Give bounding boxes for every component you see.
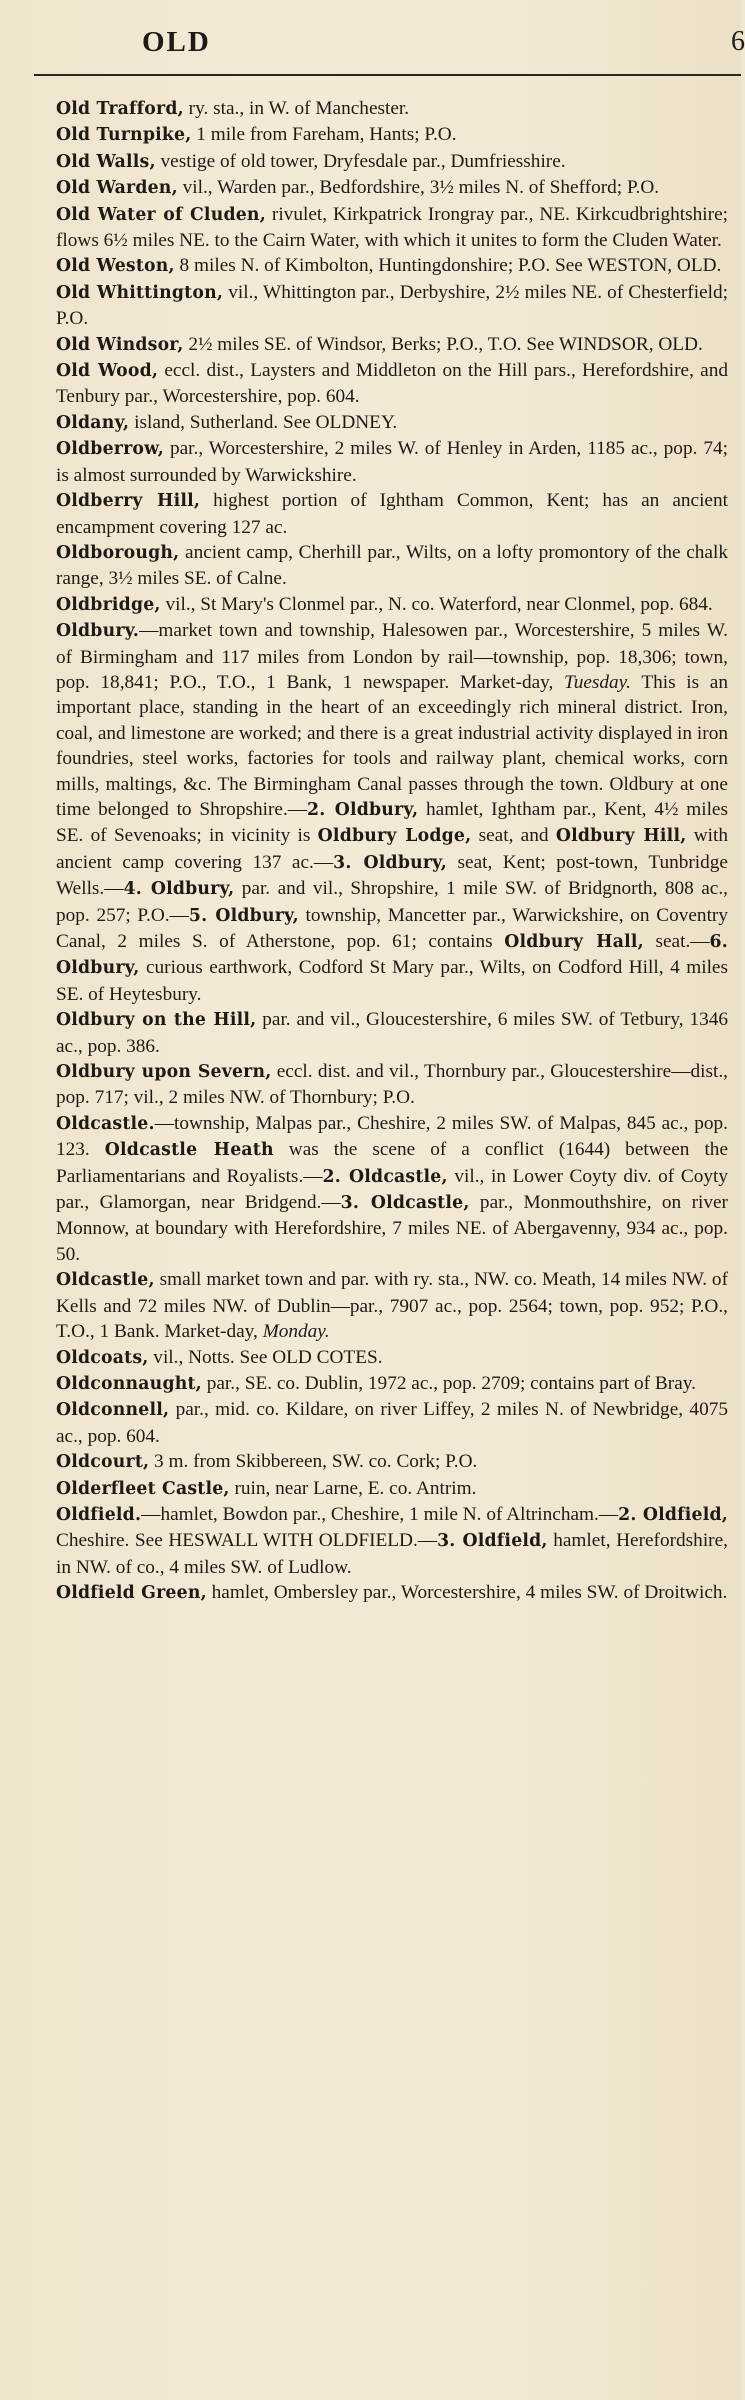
gazetteer-entry bbox=[56, 1007, 728, 1059]
entry-headword: 2. Oldfield, bbox=[618, 1504, 728, 1525]
entry-headword: Oldbury Hill, bbox=[555, 826, 687, 847]
running-header bbox=[0, 20, 745, 66]
entry-headword: Old Wood, bbox=[56, 361, 159, 382]
entry-headword: Oldfield Green, bbox=[56, 1583, 207, 1604]
entry-text: 1 mile from Fareham, Hants; P.O. bbox=[191, 124, 457, 146]
gazetteer-entry bbox=[56, 1476, 728, 1502]
entry-text: vil., in Lower Coyty div. of Coyty par., Glamorgan, near Bridgend.— bbox=[56, 1165, 728, 1214]
gazetteer-entry bbox=[56, 1580, 728, 1606]
entry-text: seat.— bbox=[643, 931, 710, 952]
entry-text: par., Worcestershire, 2 miles W. of Henley in Arden, 1185 ac., pop. 74; is almost surrounded by Warwickshire. bbox=[56, 438, 728, 486]
gazetteer-entry bbox=[56, 96, 728, 122]
entry-headword: Oldconnell, bbox=[56, 1400, 170, 1421]
entry-text: rivulet, Kirkpatrick Irongray par., NE. Kirkcudbrightshire; flows 6½ miles NE. to the Cairn Water, with which it unites to form the Cluden Water. bbox=[56, 203, 728, 252]
gazetteer-entry bbox=[56, 358, 728, 410]
entry-italic-text: Tuesday. bbox=[564, 671, 631, 693]
gazetteer-entry bbox=[56, 1345, 728, 1371]
gazetteer-entry bbox=[56, 1449, 728, 1475]
entry-text: seat, Kent; post-town, Tunbridge Wells.— bbox=[56, 851, 728, 900]
entry-text: par., Monmouthshire, on river Monnow, at boundary with Herefordshire, 7 miles NE. of Abergavenny, 934 ac., pop. 50. bbox=[56, 1192, 728, 1265]
gazetteer-entry bbox=[56, 1267, 728, 1344]
entry-headword: 2. Oldcastle, bbox=[322, 1166, 448, 1187]
gazetteer-entry bbox=[56, 149, 728, 175]
entry-headword: Oldbury Hall, bbox=[504, 932, 644, 952]
gazetteer-entry bbox=[56, 253, 728, 279]
entry-headword: Old Windsor, bbox=[56, 334, 184, 355]
entry-text: ruin, near Larne, E. co. Antrim. bbox=[229, 1477, 477, 1499]
entry-text: eccl. dist. and vil., Thornbury par., Gloucestershire—dist., pop. 717; vil., 2 miles NW. of Thornbury; P.O. bbox=[56, 1061, 728, 1109]
entry-text: This is an important place, standing in the heart of an exceedingly rich mineral district. Iron, coal, and limestone are worked; and there is a great industrial activity displayed in iron foundries, steel works, factories for tools and railway plant, chemical works, corn mills, maltings, &c. The Birmingham Canal passes through the town. Oldbury at one time belonged to Shropshire.— bbox=[56, 671, 729, 820]
gazetteer-entry bbox=[56, 488, 728, 540]
gazetteer-entry bbox=[56, 1059, 728, 1111]
entry-text: vil., Whittington par., Derbyshire, 2½ miles NE. of Chesterfield; P.O. bbox=[56, 281, 728, 330]
gazetteer-entry bbox=[56, 202, 728, 254]
entry-headword: Oldbridge, bbox=[56, 594, 161, 615]
entry-text: hamlet, Herefordshire, in NW. of co., 4 miles SW. of Ludlow. bbox=[56, 1530, 728, 1578]
gazetteer-entry bbox=[56, 1111, 728, 1267]
entry-headword: 5. Oldbury, bbox=[188, 905, 299, 926]
entry-headword: Oldberry Hill, bbox=[56, 491, 201, 512]
entry-text: 8 miles N. of Kimbolton, Huntingdonshire; P.O. See WESTON, OLD. bbox=[174, 255, 722, 277]
entry-text: vestige of old tower, Dryfesdale par., Dumfriesshire. bbox=[155, 150, 566, 172]
entry-headword: Oldcastle, bbox=[56, 1270, 155, 1291]
gazetteer-entry bbox=[56, 175, 728, 201]
entry-headword: Oldbury. bbox=[56, 621, 140, 642]
gazetteer-entry bbox=[56, 592, 728, 618]
entry-headword: Oldbury upon Severn, bbox=[56, 1062, 272, 1083]
entry-headword: Oldbury on the Hill, bbox=[56, 1010, 257, 1031]
gazetteer-entry bbox=[56, 1502, 728, 1580]
entry-text: township, Mancetter par., Warwickshire, on Coventry Canal, 2 miles S. of Atherstone, pop. 61; contains bbox=[56, 904, 728, 952]
entry-headword: Old Trafford, bbox=[56, 99, 184, 119]
entry-headword: 3. Oldfield, bbox=[437, 1531, 548, 1552]
entry-headword: 6. Oldbury, bbox=[56, 932, 728, 979]
entry-text: Cheshire. See HESWALL WITH OLDFIELD.— bbox=[56, 1530, 438, 1552]
gazetteer-entry bbox=[56, 122, 728, 148]
entry-headword: Olderfleet Castle, bbox=[56, 1478, 230, 1499]
entry-headword: 4. Oldbury, bbox=[123, 879, 235, 900]
entry-headword: Oldbury Lodge, bbox=[317, 826, 472, 847]
entry-text: —township, Malpas par., Cheshire, 2 miles SW. of Malpas, 845 ac., pop. 123. bbox=[56, 1112, 728, 1161]
entry-text: 3 m. from Skibbereen, SW. co. Cork; P.O. bbox=[149, 1451, 478, 1473]
entry-text: vil., Warden par., Bedfordshire, 3½ miles N. of Shefford; P.O. bbox=[177, 177, 660, 199]
entry-headword: Oldconnaught, bbox=[56, 1373, 202, 1394]
entry-text: island, Sutherland. See OLDNEY. bbox=[129, 411, 398, 433]
entry-text: vil., St Mary's Clonmel par., N. co. Waterford, near Clonmel, pop. 684. bbox=[160, 593, 713, 615]
header-rule bbox=[34, 74, 741, 76]
gazetteer-entry bbox=[56, 436, 728, 488]
gazetteer-entry bbox=[56, 410, 728, 436]
entry-headword: 2. Oldbury, bbox=[307, 799, 419, 820]
entry-text: par., mid. co. Kildare, on river Liffey, 2 miles N. of Newbridge, 4075 ac., pop. 604. bbox=[56, 1399, 728, 1447]
entry-headword: Old Water of Cluden, bbox=[56, 204, 266, 225]
entry-headword: Oldcastle. bbox=[56, 1113, 155, 1134]
page-number: 6 bbox=[731, 26, 745, 57]
gazetteer-entry bbox=[56, 540, 728, 592]
entry-headword: Oldborough, bbox=[56, 542, 180, 563]
entry-headword: Old Weston, bbox=[56, 256, 175, 277]
entry-headword: Oldcastle Heath bbox=[104, 1140, 274, 1161]
entry-text: par. and vil., Shropshire, 1 mile SW. of Bridgnorth, 808 ac., pop. 257; P.O.— bbox=[56, 878, 728, 926]
entry-headword: Old Warden, bbox=[56, 178, 178, 199]
entry-italic-text: Monday. bbox=[262, 1321, 330, 1343]
entry-text: seat, and bbox=[471, 825, 556, 847]
entry-text: 2½ miles SE. of Windsor, Berks; P.O., T.O. See WINDSOR, OLD. bbox=[183, 333, 703, 355]
entry-headword: Oldcoats, bbox=[56, 1347, 149, 1368]
entry-text: with ancient camp covering 137 ac.— bbox=[56, 825, 729, 873]
entry-text: vil., Notts. See OLD COTES. bbox=[148, 1346, 383, 1368]
entry-headword: 3. Oldbury, bbox=[333, 852, 447, 873]
entry-text: hamlet, Ombersley par., Worcestershire, 4 miles SW. of Droitwich. bbox=[206, 1582, 728, 1604]
gazetteer-entry bbox=[56, 1371, 728, 1397]
entry-headword: Oldcourt, bbox=[56, 1452, 150, 1473]
entry-text: ancient camp, Cherhill par., Wilts, on a lofty promontory of the chalk range, 3½ miles SE. of Calne. bbox=[56, 541, 728, 590]
entry-text: curious earthwork, Codford St Mary par., Wilts, on Codford Hill, 4 miles SE. of Heytesbury. bbox=[56, 957, 728, 1005]
entries-column bbox=[56, 96, 728, 1607]
entry-headword: 3. Oldcastle, bbox=[340, 1193, 470, 1214]
gazetteer-entry bbox=[56, 332, 728, 358]
entry-text: small market town and par. with ry. sta., NW. co. Meath, 14 miles NW. of Kells and 72 miles NW. of Dublin—par., 7907 ac., pop. 2564; town, pop. 952; P.O., T.O., 1 Bank. Market-day, bbox=[56, 1269, 728, 1343]
gazetteer-entry bbox=[56, 618, 728, 1007]
entry-text: was the scene of a conflict (1644) between the Parliamentarians and Royalists.— bbox=[56, 1139, 728, 1187]
gazetteer-entry bbox=[56, 280, 728, 332]
entry-headword: Old Walls, bbox=[56, 151, 156, 172]
gazetteer-entry bbox=[56, 1397, 728, 1449]
entry-headword: Oldberrow, bbox=[56, 439, 164, 460]
entry-text: par. and vil., Gloucestershire, 6 miles SW. of Tetbury, 1346 ac., pop. 386. bbox=[56, 1009, 729, 1057]
running-headword: OLD bbox=[142, 26, 211, 58]
entry-headword: Old Turnpike, bbox=[56, 125, 192, 146]
entry-text: eccl. dist., Laysters and Middleton on the Hill pars., Herefordshire, and Tenbury par., Worcestershire, pop. 604. bbox=[56, 360, 729, 408]
entry-headword: Oldfield. bbox=[56, 1504, 142, 1525]
entry-text: par., SE. co. Dublin, 1972 ac., pop. 2709; contains part of Bray. bbox=[201, 1372, 696, 1394]
entry-text: hamlet, Ightham par., Kent, 4½ miles SE. of Sevenoaks; in vicinity is bbox=[56, 798, 728, 847]
entry-text: ry. sta., in W. of Manchester. bbox=[183, 98, 410, 119]
entry-headword: Old Whittington, bbox=[56, 282, 224, 303]
entry-headword: Oldany, bbox=[56, 412, 130, 433]
entry-text: —hamlet, Bowdon par., Cheshire, 1 mile N. of Altrincham.— bbox=[141, 1503, 619, 1525]
entry-text: —market town and township, Halesowen par., Worcestershire, 5 miles W. of Birmingham and 117 miles from London by rail—township, pop. 18,306; town, pop. 18,841; P.O., T.O., 1 Bank, 1 newspaper. Market-day, bbox=[56, 620, 728, 693]
entry-text: highest portion of Ightham Common, Kent; has an ancient encampment covering 127 ac. bbox=[56, 490, 728, 538]
